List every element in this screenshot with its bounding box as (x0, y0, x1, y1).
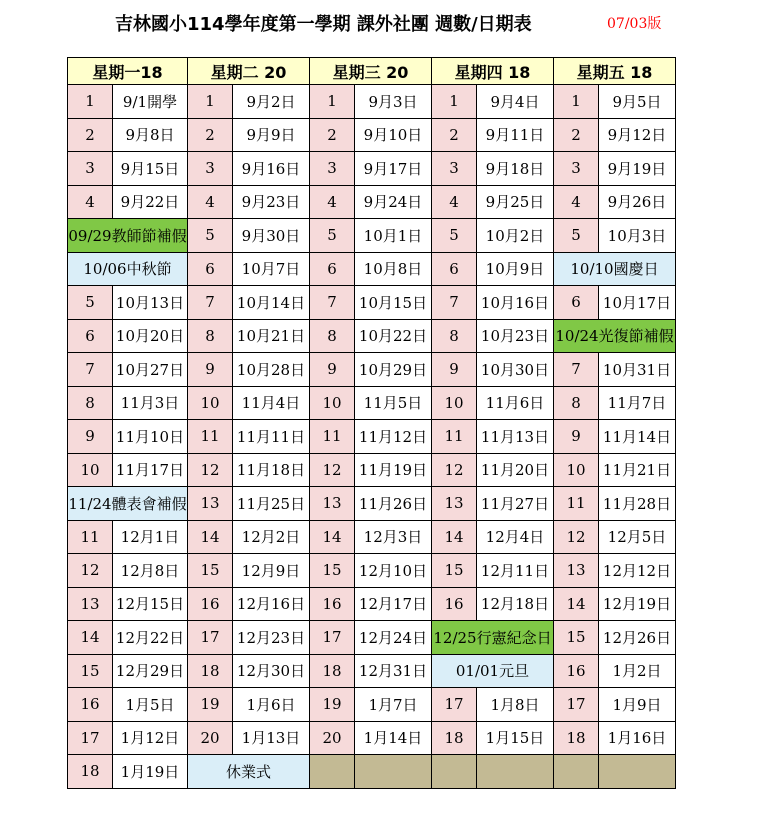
week-number-mon: 8 (68, 386, 113, 420)
table-row (68, 386, 676, 420)
column-header-tue: 星期二 20 (188, 58, 310, 85)
week-number-fri: 6 (554, 286, 599, 320)
week-number-wed: 11 (310, 420, 355, 454)
week-number-fri: 17 (554, 688, 599, 722)
week-number-wed: 12 (310, 453, 355, 487)
week-number-thu: 6 (432, 252, 477, 286)
date-cell-mon: 9月22日 (113, 185, 188, 219)
week-number-tue: 7 (188, 286, 233, 320)
date-cell-thu: 10月9日 (477, 252, 554, 286)
date-cell-tue: 9月16日 (233, 152, 310, 186)
week-number-fri: 14 (554, 587, 599, 621)
date-cell-thu: 12月11日 (477, 554, 554, 588)
table-row (68, 185, 676, 219)
date-cell-mon: 1月19日 (113, 755, 188, 789)
week-number-mon: 14 (68, 621, 113, 655)
table-row (68, 152, 676, 186)
week-number-wed: 15 (310, 554, 355, 588)
week-number-thu: 14 (432, 520, 477, 554)
week-number-wed: 14 (310, 520, 355, 554)
date-cell-mon: 12月8日 (113, 554, 188, 588)
date-cell-mon: 9月15日 (113, 152, 188, 186)
date-cell-thu: 10月30日 (477, 353, 554, 387)
week-number-tue: 13 (188, 487, 233, 521)
week-number-tue: 16 (188, 587, 233, 621)
version-label: 07/03版 (607, 16, 662, 32)
week-number-mon: 12 (68, 554, 113, 588)
date-cell-tue: 10月7日 (233, 252, 310, 286)
week-number-fri: 18 (554, 721, 599, 755)
date-cell-thu: 10月2日 (477, 219, 554, 253)
date-cell-fri: 1月2日 (599, 654, 676, 688)
date-cell-fri: 12月12日 (599, 554, 676, 588)
table-row (68, 85, 676, 119)
table-row (68, 755, 676, 789)
table-row (68, 688, 676, 722)
week-number-wed: 9 (310, 353, 355, 387)
week-number-wed: 8 (310, 319, 355, 353)
date-cell-tue: 11月4日 (233, 386, 310, 420)
date-cell-tue: 12月2日 (233, 520, 310, 554)
holiday-cell-tue: 休業式 (188, 755, 310, 789)
holiday-cell-mon: 10/06中秋節 (68, 252, 188, 286)
date-cell-mon: 11月10日 (113, 420, 188, 454)
week-number-tue: 9 (188, 353, 233, 387)
date-cell-mon: 1月12日 (113, 721, 188, 755)
week-number-wed: 19 (310, 688, 355, 722)
date-cell-tue: 11月11日 (233, 420, 310, 454)
week-number-fri: 13 (554, 554, 599, 588)
holiday-cell-thu: 01/01元旦 (432, 654, 554, 688)
column-header-fri: 星期五 18 (554, 58, 676, 85)
date-cell-fri: 11月28日 (599, 487, 676, 521)
week-number-thu: 7 (432, 286, 477, 320)
week-number-fri: 15 (554, 621, 599, 655)
date-cell-tue: 12月16日 (233, 587, 310, 621)
date-cell-fri: 9月26日 (599, 185, 676, 219)
header-row (68, 58, 676, 85)
date-cell-tue: 9月2日 (233, 85, 310, 119)
date-cell-fri: 9月12日 (599, 118, 676, 152)
empty-cell (432, 755, 477, 789)
week-number-mon: 6 (68, 319, 113, 353)
date-cell-wed: 9月3日 (355, 85, 432, 119)
date-cell-tue: 11月25日 (233, 487, 310, 521)
date-cell-mon: 12月29日 (113, 654, 188, 688)
empty-cell (355, 755, 432, 789)
date-cell-wed: 10月1日 (355, 219, 432, 253)
week-number-fri: 4 (554, 185, 599, 219)
week-number-thu: 16 (432, 587, 477, 621)
week-number-mon: 15 (68, 654, 113, 688)
week-number-thu: 1 (432, 85, 477, 119)
week-number-tue: 5 (188, 219, 233, 253)
week-number-wed: 4 (310, 185, 355, 219)
date-cell-tue: 10月21日 (233, 319, 310, 353)
date-cell-thu: 10月23日 (477, 319, 554, 353)
empty-cell (310, 755, 355, 789)
week-number-tue: 20 (188, 721, 233, 755)
page-header (0, 10, 764, 40)
date-cell-tue: 10月14日 (233, 286, 310, 320)
date-cell-wed: 12月17日 (355, 587, 432, 621)
week-number-tue: 19 (188, 688, 233, 722)
column-header-wed: 星期三 20 (310, 58, 432, 85)
week-number-tue: 15 (188, 554, 233, 588)
date-cell-fri: 12月5日 (599, 520, 676, 554)
date-cell-tue: 12月9日 (233, 554, 310, 588)
week-number-thu: 11 (432, 420, 477, 454)
date-cell-tue: 11月18日 (233, 453, 310, 487)
date-cell-fri: 9月19日 (599, 152, 676, 186)
week-number-mon: 3 (68, 152, 113, 186)
date-cell-thu: 9月25日 (477, 185, 554, 219)
table-row (68, 587, 676, 621)
date-cell-fri: 12月19日 (599, 587, 676, 621)
week-number-thu: 15 (432, 554, 477, 588)
date-cell-tue: 1月13日 (233, 721, 310, 755)
table-row (68, 554, 676, 588)
date-cell-wed: 11月5日 (355, 386, 432, 420)
schedule-table (67, 57, 676, 789)
date-cell-thu: 12月18日 (477, 587, 554, 621)
week-number-wed: 17 (310, 621, 355, 655)
date-cell-mon: 9/1開學 (113, 85, 188, 119)
week-number-wed: 6 (310, 252, 355, 286)
table-row (68, 721, 676, 755)
week-number-thu: 17 (432, 688, 477, 722)
week-number-wed: 16 (310, 587, 355, 621)
week-number-tue: 2 (188, 118, 233, 152)
holiday-cell-mon: 09/29教師節補假 (68, 219, 188, 253)
date-cell-fri: 12月26日 (599, 621, 676, 655)
week-number-fri: 8 (554, 386, 599, 420)
week-number-mon: 1 (68, 85, 113, 119)
week-number-wed: 3 (310, 152, 355, 186)
date-cell-fri: 11月14日 (599, 420, 676, 454)
date-cell-tue: 1月6日 (233, 688, 310, 722)
date-cell-fri: 1月16日 (599, 721, 676, 755)
date-cell-mon: 10月27日 (113, 353, 188, 387)
week-number-mon: 7 (68, 353, 113, 387)
date-cell-wed: 10月8日 (355, 252, 432, 286)
date-cell-thu: 1月8日 (477, 688, 554, 722)
table-row (68, 420, 676, 454)
date-cell-mon: 10月20日 (113, 319, 188, 353)
date-cell-wed: 1月7日 (355, 688, 432, 722)
empty-cell (599, 755, 676, 789)
date-cell-thu: 11月6日 (477, 386, 554, 420)
table-row (68, 621, 676, 655)
date-cell-fri: 10月31日 (599, 353, 676, 387)
week-number-fri: 7 (554, 353, 599, 387)
week-number-tue: 10 (188, 386, 233, 420)
week-number-tue: 17 (188, 621, 233, 655)
week-number-mon: 9 (68, 420, 113, 454)
date-cell-wed: 10月15日 (355, 286, 432, 320)
week-number-mon: 11 (68, 520, 113, 554)
date-cell-mon: 12月1日 (113, 520, 188, 554)
week-number-thu: 13 (432, 487, 477, 521)
date-cell-mon: 9月8日 (113, 118, 188, 152)
table-row (68, 219, 676, 253)
page-title: 吉林國小114學年度第一學期 課外社團 週數/日期表 (115, 14, 532, 35)
empty-cell (477, 755, 554, 789)
date-cell-fri: 11月7日 (599, 386, 676, 420)
date-cell-tue: 12月23日 (233, 621, 310, 655)
table-row (68, 319, 676, 353)
date-cell-fri: 10月17日 (599, 286, 676, 320)
date-cell-thu: 11月13日 (477, 420, 554, 454)
date-cell-mon: 12月15日 (113, 587, 188, 621)
date-cell-thu: 9月4日 (477, 85, 554, 119)
week-number-fri: 2 (554, 118, 599, 152)
date-cell-wed: 12月31日 (355, 654, 432, 688)
week-number-wed: 5 (310, 219, 355, 253)
date-cell-mon: 10月13日 (113, 286, 188, 320)
table-row (68, 286, 676, 320)
date-cell-wed: 10月22日 (355, 319, 432, 353)
date-cell-wed: 11月26日 (355, 487, 432, 521)
table-row (68, 654, 676, 688)
week-number-tue: 14 (188, 520, 233, 554)
date-cell-wed: 9月24日 (355, 185, 432, 219)
date-cell-wed: 12月10日 (355, 554, 432, 588)
column-header-thu: 星期四 18 (432, 58, 554, 85)
week-number-thu: 12 (432, 453, 477, 487)
date-cell-thu: 11月20日 (477, 453, 554, 487)
table-row (68, 520, 676, 554)
week-number-fri: 3 (554, 152, 599, 186)
date-cell-tue: 12月30日 (233, 654, 310, 688)
week-number-tue: 6 (188, 252, 233, 286)
week-number-thu: 8 (432, 319, 477, 353)
week-number-mon: 17 (68, 721, 113, 755)
empty-cell (554, 755, 599, 789)
date-cell-mon: 12月22日 (113, 621, 188, 655)
date-cell-wed: 11月12日 (355, 420, 432, 454)
week-number-wed: 13 (310, 487, 355, 521)
week-number-thu: 5 (432, 219, 477, 253)
holiday-cell-mon: 11/24體表會補假 (68, 487, 188, 521)
week-number-wed: 20 (310, 721, 355, 755)
week-number-thu: 9 (432, 353, 477, 387)
date-cell-thu: 11月27日 (477, 487, 554, 521)
week-number-fri: 16 (554, 654, 599, 688)
date-cell-tue: 9月30日 (233, 219, 310, 253)
date-cell-wed: 1月14日 (355, 721, 432, 755)
date-cell-thu: 9月18日 (477, 152, 554, 186)
week-number-thu: 3 (432, 152, 477, 186)
date-cell-fri: 10月3日 (599, 219, 676, 253)
week-number-tue: 8 (188, 319, 233, 353)
week-number-fri: 12 (554, 520, 599, 554)
table-row (68, 453, 676, 487)
date-cell-wed: 12月24日 (355, 621, 432, 655)
week-number-tue: 12 (188, 453, 233, 487)
date-cell-fri: 9月5日 (599, 85, 676, 119)
table-row (68, 353, 676, 387)
week-number-wed: 2 (310, 118, 355, 152)
date-cell-wed: 11月19日 (355, 453, 432, 487)
date-cell-tue: 9月9日 (233, 118, 310, 152)
date-cell-mon: 1月5日 (113, 688, 188, 722)
date-cell-thu: 10月16日 (477, 286, 554, 320)
date-cell-mon: 11月17日 (113, 453, 188, 487)
date-cell-wed: 9月10日 (355, 118, 432, 152)
date-cell-thu: 12月4日 (477, 520, 554, 554)
date-cell-fri: 11月21日 (599, 453, 676, 487)
week-number-fri: 5 (554, 219, 599, 253)
week-number-tue: 1 (188, 85, 233, 119)
week-number-mon: 2 (68, 118, 113, 152)
date-cell-thu: 9月11日 (477, 118, 554, 152)
date-cell-thu: 1月15日 (477, 721, 554, 755)
week-number-mon: 13 (68, 587, 113, 621)
week-number-thu: 2 (432, 118, 477, 152)
week-number-fri: 1 (554, 85, 599, 119)
week-number-fri: 9 (554, 420, 599, 454)
week-number-mon: 5 (68, 286, 113, 320)
table-row (68, 252, 676, 286)
week-number-tue: 4 (188, 185, 233, 219)
date-cell-tue: 9月23日 (233, 185, 310, 219)
week-number-thu: 18 (432, 721, 477, 755)
week-number-wed: 18 (310, 654, 355, 688)
week-number-mon: 10 (68, 453, 113, 487)
date-cell-fri: 1月9日 (599, 688, 676, 722)
week-number-wed: 1 (310, 85, 355, 119)
week-number-tue: 18 (188, 654, 233, 688)
date-cell-wed: 9月17日 (355, 152, 432, 186)
week-number-fri: 10 (554, 453, 599, 487)
week-number-thu: 4 (432, 185, 477, 219)
week-number-wed: 7 (310, 286, 355, 320)
date-cell-wed: 10月29日 (355, 353, 432, 387)
week-number-mon: 4 (68, 185, 113, 219)
date-cell-tue: 10月28日 (233, 353, 310, 387)
table-row (68, 118, 676, 152)
holiday-cell-fri: 10/24光復節補假 (554, 319, 676, 353)
week-number-tue: 11 (188, 420, 233, 454)
holiday-cell-thu: 12/25行憲紀念日 (432, 621, 554, 655)
date-cell-mon: 11月3日 (113, 386, 188, 420)
date-cell-wed: 12月3日 (355, 520, 432, 554)
week-number-mon: 16 (68, 688, 113, 722)
week-number-wed: 10 (310, 386, 355, 420)
holiday-cell-fri: 10/10國慶日 (554, 252, 676, 286)
week-number-fri: 11 (554, 487, 599, 521)
week-number-thu: 10 (432, 386, 477, 420)
week-number-mon: 18 (68, 755, 113, 789)
week-number-tue: 3 (188, 152, 233, 186)
table-row (68, 487, 676, 521)
column-header-mon: 星期一18 (68, 58, 188, 85)
